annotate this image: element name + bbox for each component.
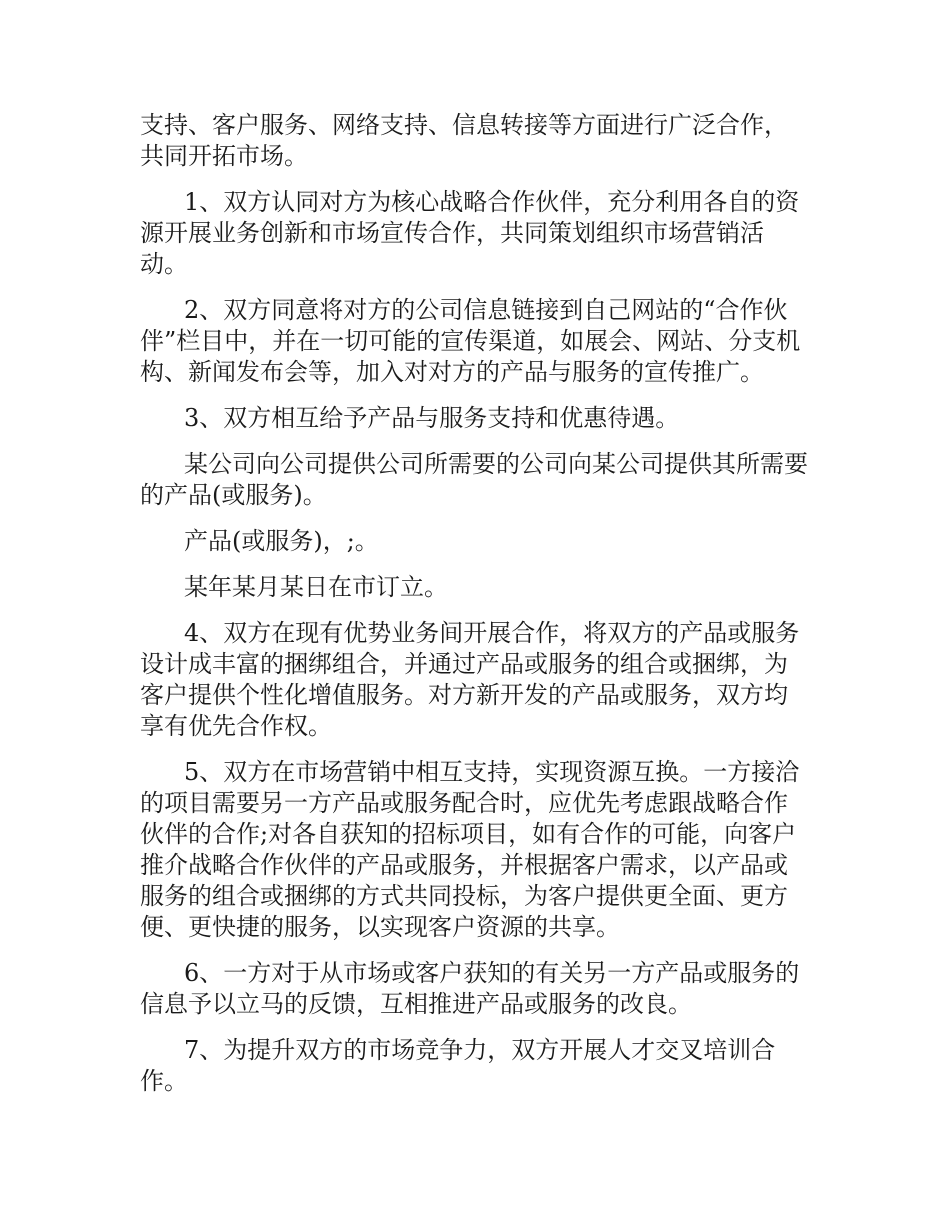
paragraph-clause-4: 4、双方在现有优势业务间开展合作，将双方的产品或服务设计成丰富的捆绑组合，并通过产品或服务的组合或捆绑，为客户提供个性化增值服务。对方新开发的产品或服务，双方均享有优先合作权。 bbox=[140, 619, 800, 740]
paragraph-clause-2: 2、双方同意将对方的公司信息链接到自己网站的“合作伙伴”栏目中，并在一切可能的宣传渠道，如展会、网站、分支机构、新闻发布会等，加入对对方的产品与服务的宣传推广。 bbox=[140, 296, 801, 386]
paragraph-clause-3: 3、双方相互给予产品与服务支持和优惠待遇。 bbox=[184, 404, 680, 432]
paragraph-supply-note: 某公司向公司提供公司所需要的公司向某公司提供其所需要的产品(或服务)。 bbox=[140, 450, 808, 509]
paragraph-clause-6: 6、一方对于从市场或客户获知的有关另一方产品或服务的信息予以立马的反馈，互相推进产品或服务的改良。 bbox=[140, 959, 800, 1018]
paragraph-product-note: 产品(或服务)，;。 bbox=[184, 527, 379, 555]
document-body bbox=[140, 110, 810, 1112]
paragraph-clause-5: 5、双方在市场营销中相互支持，实现资源互换。一方接洽的项目需要另一方产品或服务配合时，应优先考虑跟战略合作伙伴的合作;对各自获知的招标项目，如有合作的可能，向客户推介战略合作伙伴的产品或服务，并根据客户需求，以产品或服务的组合或捆绑的方式共同投标，为客户提供更全面、更方便、更快捷的服务，以实现客户资源的共享。 bbox=[140, 758, 800, 941]
paragraph-clause-1: 1、双方认同对方为核心战略合作伙伴，充分利用各自的资源开展业务创新和市场宣传合作，共同策划组织市场营销活动。 bbox=[140, 188, 800, 278]
paragraph-intro: 支持、客户服务、网络支持、信息转接等方面进行广泛合作，共同开拓市场。 bbox=[140, 111, 788, 170]
paragraph-date-note: 某年某月某日在市订立。 bbox=[184, 573, 448, 601]
paragraph-clause-7: 7、为提升双方的市场竞争力，双方开展人才交叉培训合作。 bbox=[140, 1036, 776, 1095]
